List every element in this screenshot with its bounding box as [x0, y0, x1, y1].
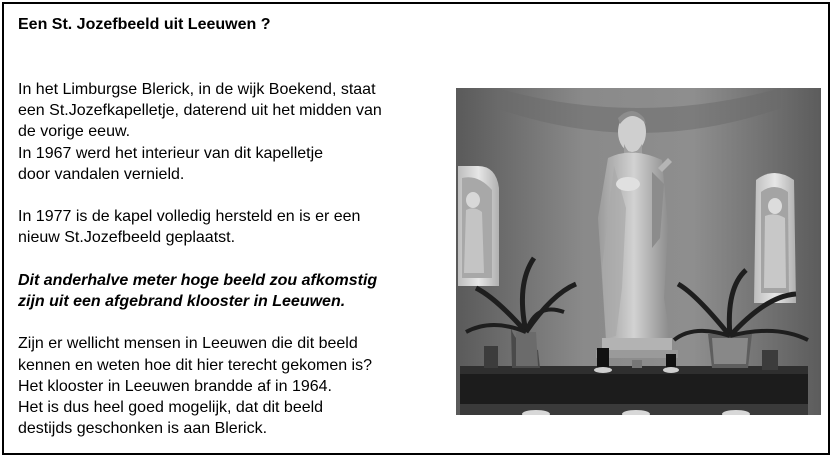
text-line: In 1977 is de kapel volledig hersteld en is er een	[18, 208, 361, 226]
altar-shelf	[460, 366, 808, 415]
statue-photo	[456, 88, 821, 415]
text-line: Dit anderhalve meter hoge beeld zou afkomstig	[18, 271, 378, 289]
right-relief-panel	[754, 173, 796, 303]
text-line: destijds geschonken is aan Blerick.	[18, 420, 268, 438]
article-body	[18, 79, 448, 461]
page-title: Een St. Jozefbeeld uit Leeuwen ?	[18, 16, 271, 33]
text-line: een St.Jozefkapelletje, daterend uit het midden van	[18, 102, 382, 120]
text-line: Het is dus heel goed mogelijk, dat dit beeld	[18, 399, 324, 416]
text-line: In het Limburgse Blerick, in de wijk Boekend, staat	[18, 81, 376, 98]
text-line: kennen en weten hoe dit hier terecht gekomen is?	[18, 356, 373, 374]
paragraph-question	[18, 333, 448, 439]
paragraph-restoration	[18, 206, 448, 248]
left-relief-panel	[458, 166, 499, 286]
text-line: In 1967 werd het interieur van dit kapelletje	[18, 144, 324, 162]
text-line: Zijn er wellicht mensen in Leeuwen die dit beeld	[18, 335, 358, 353]
text-line: Het klooster in Leeuwen brandde af in 1964.	[18, 377, 332, 395]
text-line: zijn uit een afgebrand klooster in Leeuwen.	[18, 293, 346, 310]
text-line: nieuw St.Jozefbeeld geplaatst.	[18, 229, 236, 247]
text-line: door vandalen vernield.	[18, 165, 185, 183]
paragraph-emphasis	[18, 270, 448, 312]
paragraph-intro	[18, 79, 448, 185]
text-line: de vorige eeuw.	[18, 123, 131, 141]
